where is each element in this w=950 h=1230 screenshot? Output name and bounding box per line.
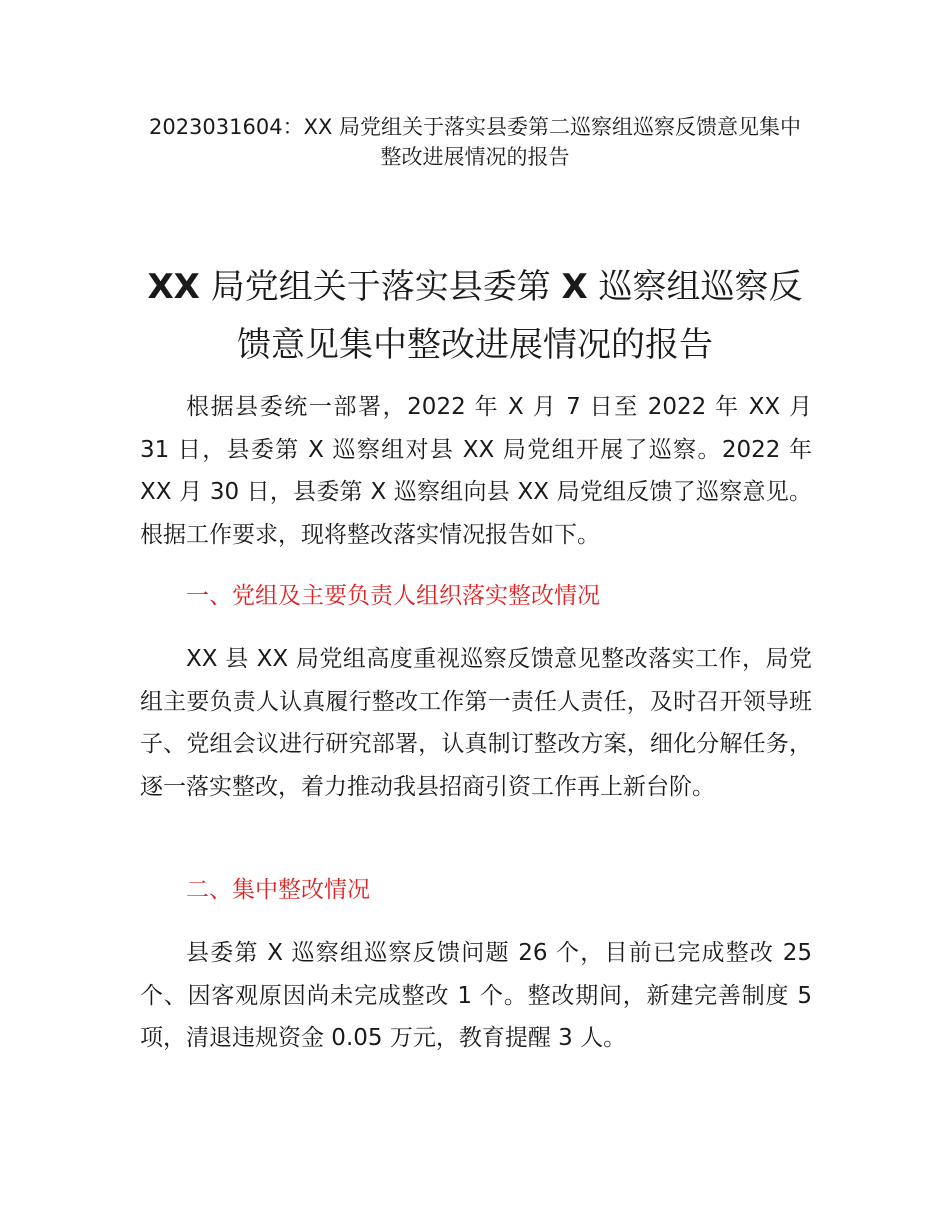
document-title-part3: X [561, 267, 588, 307]
section-body-2: 县委第 X 巡察组巡察反馈问题 26 个，目前已完成整改 25 个、因客观原因尚未完成整改 1 个。整改期间，新建完善制度 5 项，清退违规资金 0.05 万元，教育提醒 3 人。 [140, 940, 812, 1051]
document-title-part4: 巡察组巡察反馈意见集中整改进展情况的报告 [237, 267, 803, 365]
section-heading-2: 二、集中整改情况 [186, 877, 370, 903]
file-title: 2023031604：XX 局党组关于落实县委第二巡察组巡察反馈意见集中整改进展情况的报告 [148, 115, 802, 169]
section-heading-1: 一、党组及主要负责人组织落实整改情况 [186, 583, 600, 609]
intro-paragraph: 根据县委统一部署，2022 年 X 月 7 日至 2022 年 XX 月 31 日，县委第 X 巡察组对县 XX 局党组开展了巡察。2022 年 XX 月 30 日，县委第 X 巡察组向县 XX 局党组反馈了巡察意见。根据工作要求，现将整改落实情况报告如下。 [140, 394, 812, 548]
document-title [140, 258, 810, 374]
document-title-part1: XX [147, 267, 200, 307]
section-body-1: XX 县 XX 局党组高度重视巡察反馈意见整改落实工作，局党组主要负责人认真履行整改工作第一责任人责任，及时召开领导班子、党组会议进行研究部署，认真制订整改方案，细化分解任务，逐一落实整改，着力推动我县招商引资工作再上新台阶。 [140, 646, 812, 800]
document-title-part2: 局党组关于落实县委第 [199, 267, 562, 307]
